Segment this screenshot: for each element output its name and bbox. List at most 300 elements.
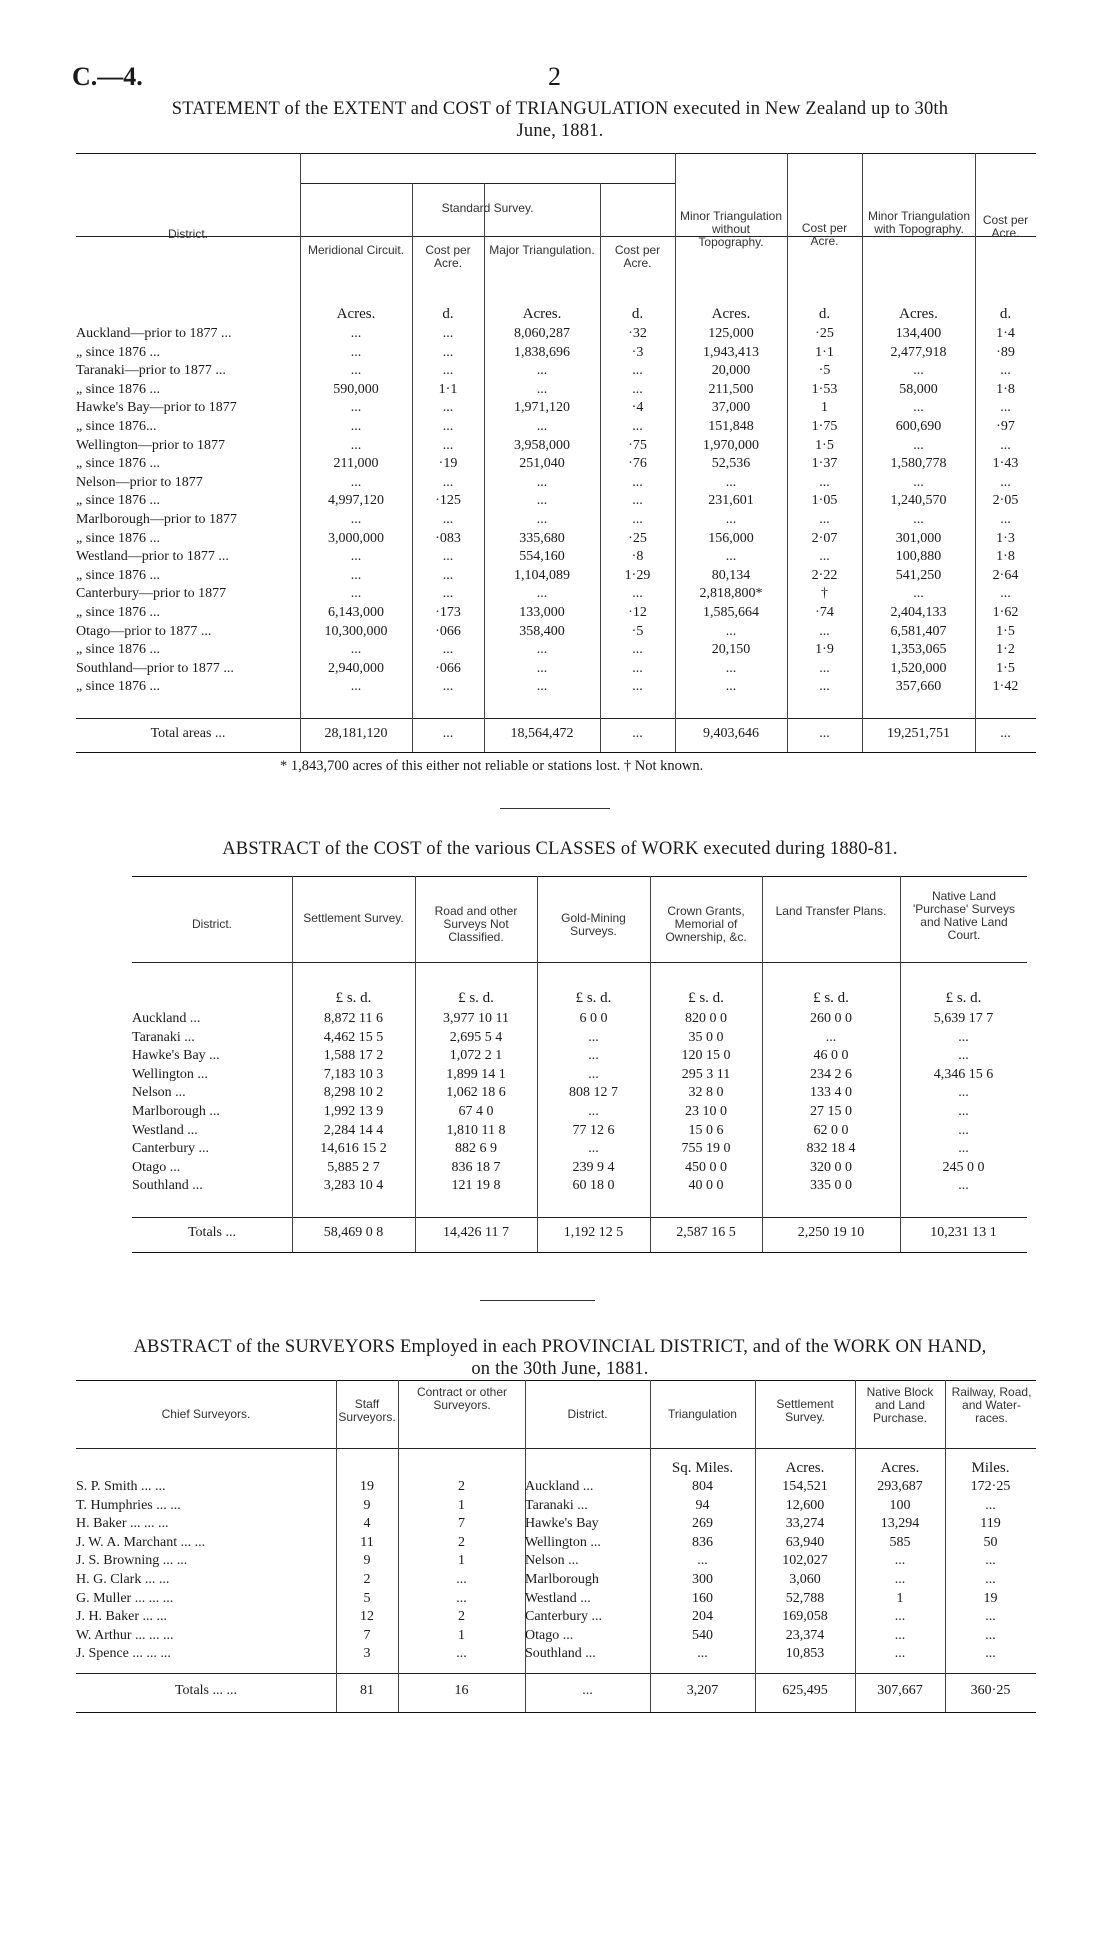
t1-row-cell: ... (632, 642, 643, 658)
t3-row-cell: 172·25 (970, 1479, 1011, 1494)
t1-row-label: „ since 1876 ... (76, 604, 160, 620)
t1-row-label: „ since 1876 ... (76, 344, 160, 360)
t1-row-label: Taranaki—prior to 1877 ... (76, 363, 226, 379)
t1-row-cell: ... (913, 437, 924, 453)
t1-row-cell: 6,581,407 (890, 623, 947, 639)
t1-row-cell: ... (819, 679, 830, 695)
t2-totals-rule (132, 1217, 1027, 1218)
t1-row-cell: 600,690 (895, 418, 942, 434)
t3-row-cell: 119 (980, 1516, 1001, 1532)
t1-row (76, 492, 1036, 511)
t2-row-cell: 1,062 18 6 (446, 1085, 506, 1101)
t3-row-cell: ... (697, 1553, 708, 1569)
t3-total-cell: 3,207 (686, 1683, 719, 1698)
t1-row-label: „ since 1876... (76, 418, 157, 434)
t1-row-cell: ... (819, 474, 830, 490)
t1-row-cell: ·083 (435, 530, 461, 546)
t2-row (132, 1122, 1027, 1141)
t1-row-cell: 80,134 (711, 567, 751, 583)
t2-row (132, 1159, 1027, 1178)
t1-unit: d. (442, 306, 454, 322)
t1-header-minor-without: Minor Triangulation without Topography. (679, 209, 783, 249)
t3-unit: Miles. (971, 1460, 1010, 1476)
t1-row-cell: 1,971,120 (514, 400, 570, 416)
t1-row-cell: 1·37 (811, 456, 838, 472)
t2-row-cell: 133 4 0 (810, 1085, 852, 1101)
t1-row-cell: 2,818,800* (699, 586, 763, 602)
t3-total-cell: 81 (360, 1683, 374, 1698)
t1-row-cell: 211,500 (708, 381, 754, 397)
t1-row-cell: ·25 (628, 530, 647, 546)
t2-unit: £ s. d. (813, 990, 849, 1006)
t1-row-cell: 1·42 (992, 679, 1019, 695)
t1-row-cell: ... (442, 679, 454, 695)
t2-header-settlement: Settlement Survey. (303, 911, 404, 925)
t3-row-cell: 585 (889, 1534, 911, 1550)
t1-row-cell: ... (632, 511, 643, 527)
t3-row-cell: 19 (360, 1479, 374, 1494)
t2-unit: £ s. d. (458, 990, 494, 1006)
t3-row (76, 1497, 1036, 1516)
t1-standard-rule (300, 183, 675, 184)
t1-row-cell: ·75 (628, 437, 647, 453)
t1-row-cell: 1·43 (992, 456, 1019, 472)
t1-row (76, 660, 1036, 679)
t1-row-cell: ... (913, 363, 924, 379)
surveyors-abstract-title (80, 1336, 1040, 1380)
t1-row-cell: 1·5 (815, 437, 834, 453)
t1-row-cell: 251,040 (519, 456, 565, 472)
t2-top-rule (132, 876, 1027, 877)
t1-row-cell: ... (536, 363, 548, 379)
t2-row-cell: ... (588, 1066, 599, 1082)
t2-row-cell: ... (588, 1029, 599, 1045)
t3-total-cell: 625,495 (782, 1683, 828, 1698)
t3-row-cell: Otago ... (525, 1627, 574, 1643)
t3-row-cell: ... (456, 1646, 467, 1662)
t1-row-cell: 358,400 (519, 623, 565, 639)
t2-total-cell: 10,231 13 1 (930, 1225, 997, 1240)
t2-row-cell: 245 0 0 (942, 1159, 985, 1175)
t2-row-cell: 121 19 8 (451, 1178, 501, 1194)
t1-row-cell: ... (632, 679, 643, 695)
t1-row-cell: ... (913, 586, 924, 602)
t1-row-label: „ since 1876 ... (76, 642, 160, 658)
t3-row-cell: 1 (458, 1497, 465, 1513)
t2-row-cell: 1,992 13 9 (323, 1103, 384, 1119)
t1-row-cell: 10,300,000 (324, 623, 388, 639)
t1-row-cell: ·74 (815, 604, 834, 620)
t1-row-cell: ... (442, 437, 454, 453)
t1-row-cell: 1·1 (815, 344, 834, 360)
t3-row-cell: ... (894, 1609, 906, 1625)
t1-row-cell: 2,940,000 (328, 660, 384, 676)
document-code: C.—4. (72, 62, 143, 91)
t2-row-cell: 7,183 10 3 (323, 1066, 384, 1082)
t1-row-cell: 6,143,000 (328, 604, 384, 620)
t1-row-cell: 1 (821, 400, 828, 416)
t2-row-cell: 450 0 0 (685, 1159, 727, 1175)
t1-row-cell: ... (725, 474, 737, 490)
t3-row-cell: 7 (363, 1627, 371, 1643)
t1-row-cell: ... (350, 567, 362, 583)
t1-row-cell: 151,848 (708, 418, 754, 434)
t1-row-cell: ... (632, 474, 643, 490)
t1-row (76, 344, 1036, 363)
t1-row-label: Marlborough—prior to 1877 (76, 511, 237, 527)
t3-totals-rule (76, 1673, 1036, 1674)
t2-row (132, 1047, 1027, 1066)
t3-row-cell: 94 (695, 1497, 710, 1513)
t3-row (76, 1515, 1036, 1534)
t3-total-cell: 307,667 (877, 1683, 923, 1698)
t1-row-cell: 134,400 (895, 326, 942, 341)
t3-unit: Acres. (880, 1460, 920, 1476)
t3-row-cell: 2 (458, 1479, 465, 1494)
t2-unit: £ s. d. (688, 990, 724, 1006)
t1-row-cell: ... (350, 586, 362, 602)
t2-row-label: Otago ... (132, 1159, 181, 1175)
t3-row-cell: 540 (692, 1627, 713, 1643)
t1-row-cell: 301,000 (895, 530, 942, 546)
t1-row-cell: ... (350, 679, 362, 695)
t1-row-cell: ... (350, 549, 362, 565)
t2-row-cell: 77 12 6 (572, 1122, 615, 1138)
t1-total-cell: ... (632, 726, 643, 741)
t1-row (76, 623, 1036, 642)
t1-unit: d. (631, 306, 644, 322)
t3-row-cell: 13,294 (880, 1516, 920, 1532)
t2-unit: £ s. d. (945, 990, 982, 1006)
t3-row-cell: ... (894, 1646, 906, 1662)
t2-row (132, 1140, 1027, 1159)
t3-row-cell: 11 (360, 1534, 374, 1550)
t1-row-cell: ... (1000, 586, 1011, 602)
t2-row-cell: ... (958, 1122, 969, 1138)
t3-row-cell: 12,600 (785, 1497, 825, 1513)
t1-row (76, 511, 1036, 530)
t1-row-cell: 590,000 (333, 381, 379, 397)
t1-row-cell: ... (350, 474, 362, 490)
t1-totals-row (76, 725, 1036, 744)
t2-row-label: Westland ... (132, 1122, 198, 1138)
t1-row (76, 362, 1036, 381)
t3-row-cell: 269 (692, 1516, 713, 1532)
t2-header-crown: Crown Grants, Memorial of Ownership, &c. (665, 904, 747, 944)
triangulation-title-line1: STATEMENT of the EXTENT and COST of TRIANGULATION executed in New Zealand up to 30th (171, 99, 949, 119)
t3-row-cell: Westland ... (525, 1590, 591, 1606)
t3-row-cell: 100 (889, 1497, 911, 1513)
t1-row-label: „ since 1876 ... (76, 530, 160, 546)
t3-row-cell: ... (456, 1571, 467, 1587)
t3-row-cell: 3,060 (789, 1571, 821, 1587)
t2-row-cell: 1,810 11 8 (446, 1122, 506, 1138)
t3-row-cell: 52,788 (785, 1590, 825, 1606)
t3-row-cell: 50 (983, 1534, 998, 1550)
t1-row-cell: ·125 (435, 493, 461, 509)
t1-row-cell: ... (350, 400, 362, 416)
t1-row-cell: 1·8 (996, 549, 1015, 565)
t2-total-cell: 58,469 0 8 (323, 1225, 384, 1240)
t1-row-cell: 133,000 (519, 604, 565, 620)
t1-row-label: „ since 1876 ... (76, 381, 160, 397)
t1-row-label: „ since 1876 ... (76, 456, 160, 472)
t2-row-cell: 295 3 11 (681, 1066, 731, 1082)
t3-row-cell: 1 (458, 1627, 465, 1643)
t1-total-cell: ... (1000, 726, 1011, 741)
t1-top-rule (76, 153, 1036, 154)
t2-row (132, 1066, 1027, 1085)
t3-row-cell: 804 (692, 1479, 713, 1494)
t3-row-cell: ... (894, 1627, 906, 1643)
t1-row-cell: 231,601 (708, 493, 754, 509)
t3-header-contract: Contract or other Surveyors. (416, 1385, 508, 1412)
t2-row-cell: 234 2 6 (810, 1066, 852, 1082)
t1-row-cell: ... (819, 549, 830, 565)
t2-row-cell: 46 0 0 (813, 1048, 849, 1064)
t2-row-cell: 260 0 0 (810, 1011, 852, 1026)
t1-row-cell: 211,000 (333, 456, 379, 472)
t1-row-cell: 2,477,918 (890, 344, 947, 360)
t1-row-cell: ... (350, 642, 362, 658)
t2-row-cell: 239 9 4 (572, 1159, 615, 1175)
t1-row-label: Canterbury—prior to 1877 (76, 586, 227, 602)
t1-header-district: District. (168, 227, 208, 241)
t1-row-cell: ·12 (628, 604, 647, 620)
t3-unit: Acres. (785, 1460, 825, 1476)
t2-row-cell: 23 10 0 (685, 1103, 727, 1119)
t2-row-cell: 8,872 11 6 (324, 1011, 383, 1026)
t3-row-cell: 293,687 (877, 1479, 923, 1494)
t1-row-cell: ... (632, 660, 643, 676)
t3-row-cell: 2 (363, 1571, 371, 1587)
t2-row-cell: 6 0 0 (579, 1011, 608, 1026)
t1-row-cell: ·76 (628, 456, 647, 472)
t2-unit: £ s. d. (335, 990, 372, 1006)
t1-row-cell: ·066 (435, 623, 461, 639)
t2-row-label: Nelson ... (132, 1085, 186, 1101)
section-divider (500, 808, 610, 809)
t2-row-cell: ... (588, 1103, 599, 1119)
t2-row-cell: ... (588, 1048, 599, 1064)
t3-row-label: G. Muller ... ... ... (76, 1590, 174, 1606)
t3-row-label: J. S. Browning ... ... (76, 1553, 188, 1569)
t3-row-cell: 3 (363, 1646, 371, 1662)
t1-row-cell: ... (632, 363, 643, 379)
t1-row-cell: 100,880 (895, 549, 942, 565)
t1-row-cell: 1,520,000 (890, 660, 947, 676)
t1-row-cell: 2·64 (992, 567, 1019, 583)
t3-header-rule (76, 1448, 1036, 1449)
t1-row-cell: ·97 (996, 418, 1015, 434)
t1-row-cell: ... (632, 493, 643, 509)
t1-row-cell: 37,000 (711, 400, 751, 416)
t1-row-label: Westland—prior to 1877 ... (76, 549, 229, 565)
t1-row-cell: 1·75 (811, 418, 838, 434)
t2-row-cell: 836 18 7 (451, 1159, 501, 1175)
t1-row-cell: ·5 (818, 363, 831, 379)
t2-totals-row (132, 1224, 1027, 1243)
t3-row-cell: ... (894, 1571, 906, 1587)
t2-row-cell: ... (825, 1029, 837, 1045)
t1-row (76, 381, 1036, 400)
t3-row-cell: 4 (363, 1516, 371, 1532)
t1-row-cell: ·066 (435, 660, 461, 676)
t1-row-cell: ·19 (438, 456, 458, 472)
t1-row-cell: 2·05 (992, 493, 1019, 509)
t3-totals-row (76, 1682, 1036, 1701)
t3-row-cell: 12 (360, 1609, 374, 1625)
t3-row (76, 1534, 1036, 1553)
t2-row-cell: ... (958, 1048, 969, 1064)
t3-total-cell: 16 (454, 1683, 469, 1698)
t3-row-cell: ... (894, 1553, 906, 1569)
t1-row-cell: 2,404,133 (890, 604, 947, 620)
t1-row-cell: 1·9 (815, 642, 834, 658)
t1-row-cell: 2·07 (811, 530, 838, 546)
t1-row-cell: ... (725, 511, 737, 527)
t3-row-cell: Southland ... (525, 1646, 596, 1662)
t2-row-cell: 1,588 17 2 (323, 1048, 384, 1064)
t1-total-cell: 19,251,751 (887, 726, 950, 741)
t1-row-label: Auckland—prior to 1877 ... (76, 326, 232, 341)
t2-header-rule (132, 962, 1027, 963)
t3-row-cell: 9 (363, 1497, 371, 1513)
t2-row-label: Hawke's Bay ... (132, 1048, 220, 1064)
t2-row-cell: 2,695 5 4 (449, 1029, 503, 1045)
t1-row-cell: ·89 (996, 344, 1015, 360)
t2-row (132, 1084, 1027, 1103)
t1-row-cell: ... (913, 511, 924, 527)
t3-row-cell: 7 (458, 1516, 465, 1532)
t2-row-cell: 15 0 6 (688, 1122, 724, 1138)
t1-row-cell: ... (350, 326, 362, 341)
t2-total-cell: 1,192 12 5 (563, 1225, 624, 1240)
t2-row-cell: 67 4 0 (458, 1103, 494, 1119)
t1-row (76, 585, 1036, 604)
t3-row-cell: 63,940 (785, 1534, 825, 1550)
t1-row-cell: 1·53 (811, 381, 838, 397)
t3-row-cell: Hawke's Bay (525, 1516, 599, 1532)
t1-unit: d. (818, 306, 831, 322)
t3-row-cell: 1 (458, 1553, 465, 1569)
t1-row-cell: ... (632, 381, 643, 397)
t2-header-land: Land Transfer Plans. (775, 904, 887, 918)
t1-header-cost4: Cost per Acre. (982, 213, 1029, 240)
t1-row-cell: ... (632, 418, 643, 434)
t1-row-cell: ... (350, 363, 362, 379)
t1-row-cell: 58,000 (899, 381, 938, 397)
t2-row-cell: 8,298 10 2 (323, 1085, 384, 1101)
t1-row-cell: 335,680 (519, 530, 565, 546)
page-number: 2 (548, 62, 561, 91)
t1-row-cell: 1·29 (624, 567, 651, 583)
t1-row (76, 604, 1036, 623)
t3-row-cell: ... (697, 1646, 708, 1662)
t1-row-cell: ... (442, 549, 454, 565)
t1-row (76, 530, 1036, 549)
t1-row (76, 474, 1036, 493)
t2-row-cell: 120 15 0 (681, 1048, 731, 1064)
t3-row-cell: 300 (692, 1571, 713, 1587)
t2-row-cell: ... (958, 1141, 969, 1157)
t3-row-cell: 2 (458, 1534, 465, 1550)
t1-row-cell: ... (442, 642, 454, 658)
t1-row-cell: ... (536, 660, 548, 676)
t2-row-cell: 27 15 0 (810, 1103, 852, 1119)
triangulation-title-line2: June, 1881. (516, 121, 604, 141)
t3-row-cell: Marlborough (525, 1571, 599, 1587)
t2-total-cell: 2,250 19 10 (797, 1225, 865, 1240)
t1-row (76, 455, 1036, 474)
surveyors-table (76, 1478, 1036, 1664)
t1-totals-rule (76, 718, 1036, 719)
t1-row-cell: ... (1000, 437, 1011, 453)
t1-bottom-rule (76, 752, 1036, 753)
t3-row-cell: 19 (983, 1590, 998, 1606)
t1-header-cost2: Cost per Acre. (614, 243, 661, 270)
t2-row-cell: 5,639 17 7 (933, 1011, 994, 1026)
t1-row-cell: ... (442, 511, 454, 527)
t1-row-cell: 20,150 (711, 642, 751, 658)
t2-total-label: Totals ... (187, 1225, 236, 1240)
t1-row-cell: 1,838,696 (514, 344, 570, 360)
t3-row-label: T. Humphries ... ... (76, 1497, 181, 1513)
t1-row-cell: ... (350, 418, 362, 434)
t1-header-major: Major Triangulation. (489, 243, 595, 257)
t3-header-triangulation: Triangulation (668, 1407, 737, 1421)
t2-row (132, 1103, 1027, 1122)
t1-row-cell: 1,943,413 (703, 344, 759, 360)
surveyors-title-line1: ABSTRACT of the SURVEYORS Employed in each PROVINCIAL DISTRICT, and of the WORK ON HAND, (133, 1337, 987, 1357)
t3-header-settlement: Settlement Survey. (776, 1397, 834, 1424)
t1-row-cell: ·5 (631, 623, 644, 639)
t1-row-label: Otago—prior to 1877 ... (76, 623, 212, 639)
t1-row-cell: 1,240,570 (890, 493, 947, 509)
t2-row-cell: ... (958, 1178, 969, 1194)
t2-row-cell: 320 0 0 (810, 1159, 852, 1175)
t3-row-cell: Canterbury ... (525, 1609, 602, 1625)
t2-row-cell: ... (958, 1085, 969, 1101)
t1-total-cell: ... (819, 726, 830, 741)
t2-row-cell: 40 0 0 (688, 1178, 724, 1194)
t3-row-cell: 154,521 (782, 1479, 828, 1494)
t1-row-label: Wellington—prior to 1877 (76, 437, 225, 453)
t3-row-label: W. Arthur ... ... ... (76, 1627, 174, 1643)
t1-row-cell: ... (442, 567, 454, 583)
t1-row (76, 399, 1036, 418)
surveyors-title-line2: on the 30th June, 1881. (471, 1359, 649, 1379)
t1-row-cell: ... (442, 363, 454, 379)
t3-total-label: Totals ... ... (174, 1683, 237, 1698)
t1-row-cell: 1·2 (996, 642, 1015, 658)
t1-row-cell: 541,250 (895, 567, 942, 583)
t3-row-cell: Taranaki ... (525, 1497, 588, 1513)
t3-unit: Sq. Miles. (671, 1460, 734, 1476)
t1-row-cell: 2·22 (811, 567, 838, 583)
t2-header-road: Road and other Surveys Not Classified. (434, 904, 518, 944)
t1-row-cell: ·32 (628, 326, 647, 341)
t3-row-cell: 102,027 (782, 1553, 828, 1569)
t1-row-label: Nelson—prior to 1877 (76, 474, 203, 490)
t2-row-cell: 755 19 0 (681, 1141, 731, 1157)
t3-header-native-block: Native Block and Land Purchase. (866, 1385, 934, 1425)
t2-row-label: Taranaki ... (132, 1029, 195, 1045)
t3-row-label: J. H. Baker ... ... (76, 1609, 167, 1625)
section-divider (480, 1300, 595, 1301)
t3-row-cell: ... (985, 1646, 996, 1662)
t1-row-cell: 125,000 (708, 326, 754, 341)
